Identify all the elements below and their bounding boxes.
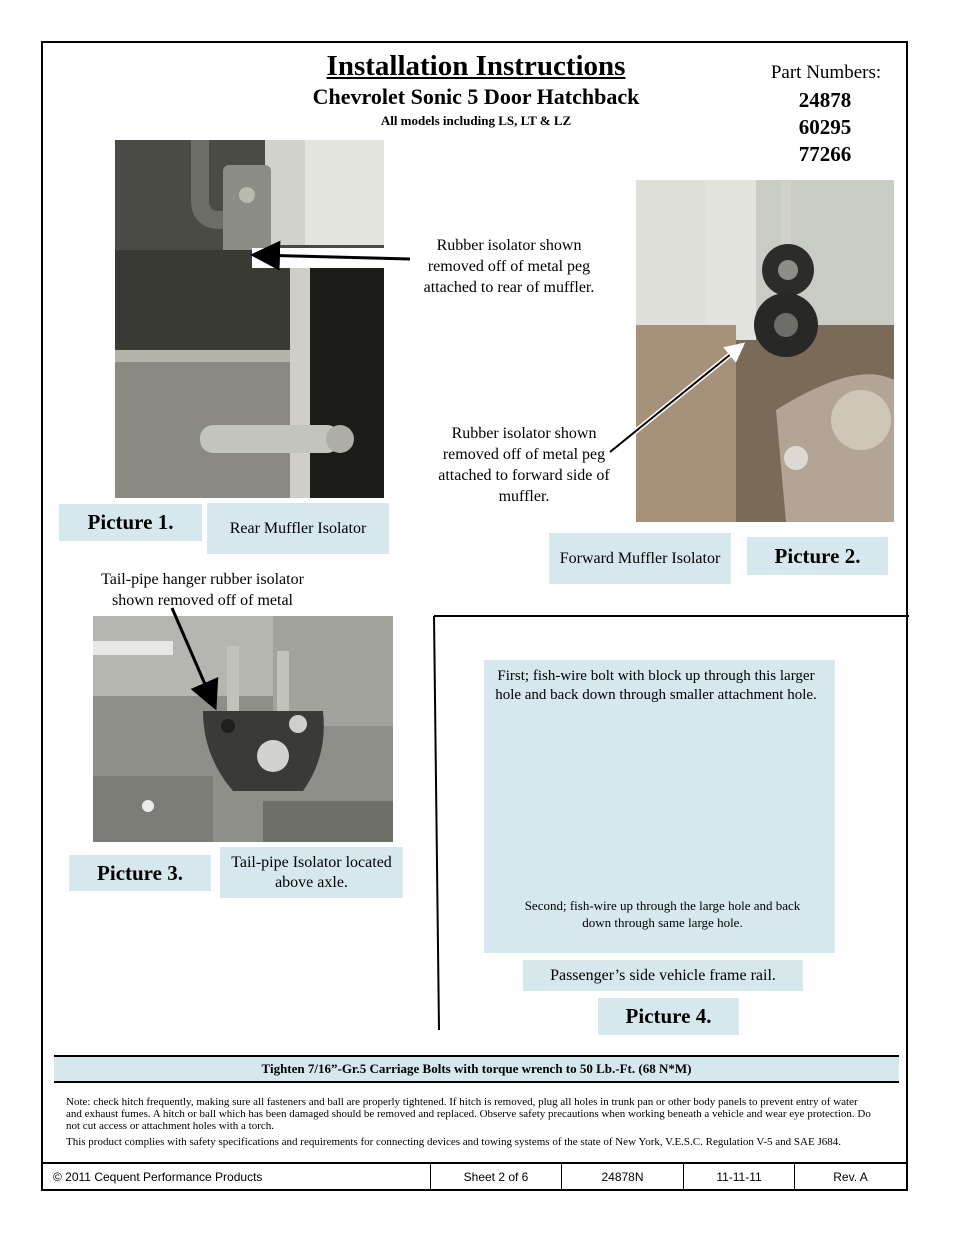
page-title: Installation Instructions [326,50,626,82]
footer-sheet: Sheet 2 of 6 [431,1164,562,1189]
picture1-note: Rubber isolator shown removed off of metal peg attached to rear of muffler. [423,237,595,296]
torque-spec-bar: Tighten 7/16”-Gr.5 Carriage Bolts with torque wrench to 50 Lb.-Ft. (68 N*M) [54,1055,899,1083]
picture1-caption: Rear Muffler Isolator [207,503,389,554]
picture3-caption: Tail-pipe Isolator located above axle. [220,847,403,898]
part-numbers-label: Part Numbers: [770,62,882,83]
picture1-label: Picture 1. [59,504,202,541]
vehicle-subtitle: Chevrolet Sonic 5 Door Hatchback [312,84,640,109]
footer-copyright: © 2011 Cequent Performance Products [43,1164,431,1189]
footer-doc-number: 24878N [562,1164,684,1189]
compliance-note: This product complies with safety specifications and requirements for connecting devices and towing systems of the state of New York, V.E.S.C. Regulation V-5 and SAE J684. [66,1136,841,1148]
safety-note: Note: check hitch frequently, making sure all fasteners and ball are properly tightened. If hitch is removed, plug all holes in trunk pan or other body panels to prevent entry of water and exhaust fumes. A hitch or ball which has been damaged should be removed and replaced. Observe safety precautions when working beneath a vehicle and wear eye protection. Do not cut access or attachment holes with a torch. [66,1096,871,1132]
models-line: All models including LS, LT & LZ [380,113,572,128]
footer-bar [43,1162,906,1189]
part-number: 77266 [798,142,852,166]
picture3-label: Picture 3. [69,855,211,891]
part-number: 24878 [798,88,852,112]
picture4-first-note: First; fish-wire bolt with block up through this larger hole and back down through smaller attachment hole. [495,668,817,703]
picture3-note: Tail-pipe hanger rubber isolator shown removed off of metal [101,571,304,609]
footer-date: 11-11-11 [684,1164,795,1189]
picture2-label: Picture 2. [747,537,888,575]
picture4-second-note: Second; fish-wire up through the large hole and back down through same large hole. [524,898,801,930]
picture4-caption: Passenger’s side vehicle frame rail. [523,960,803,991]
picture2-caption: Forward Muffler Isolator [549,533,731,584]
footer-revision: Rev. A [833,1169,868,1184]
part-number: 60295 [798,115,852,139]
picture2-note: Rubber isolator shown removed off of metal peg attached to forward side of muffler. [438,425,610,505]
picture4-label: Picture 4. [598,998,739,1035]
picture3-arrow [172,608,214,705]
